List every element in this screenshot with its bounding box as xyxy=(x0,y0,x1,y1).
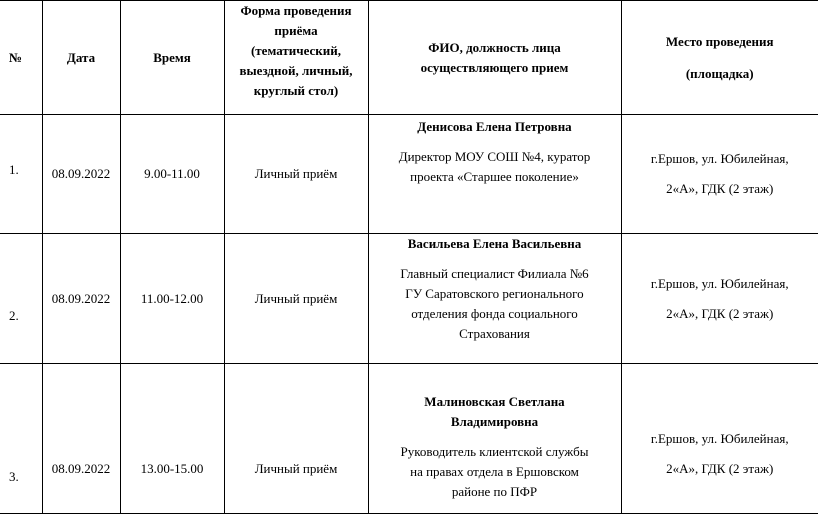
header-num: № xyxy=(0,1,42,115)
header-fio xyxy=(368,1,621,115)
row-num: 3. xyxy=(0,364,42,514)
header-form-line: выездной, личный, xyxy=(225,61,368,81)
official-position-line: на правах отдела в Ершовском xyxy=(369,462,621,482)
row-time: 13.00-15.00 xyxy=(120,364,224,514)
row-form: Личный приём xyxy=(224,234,368,364)
table-row xyxy=(0,115,818,234)
place-line: 2«А», ГДК (2 этаж) xyxy=(622,459,818,479)
row-place xyxy=(621,364,818,514)
table-row xyxy=(0,364,818,514)
table-header-row xyxy=(0,1,818,115)
row-num: 1. xyxy=(0,115,42,234)
header-fio-line: осуществляющего прием xyxy=(369,58,621,78)
row-fio xyxy=(368,364,621,514)
official-name: Денисова Елена Петровна xyxy=(369,117,621,137)
row-date: 08.09.2022 xyxy=(42,364,120,514)
header-time: Время xyxy=(120,1,224,115)
place-line: г.Ершов, ул. Юбилейная, xyxy=(622,274,818,294)
header-place-line: Место проведения xyxy=(622,26,818,58)
row-time: 9.00-11.00 xyxy=(120,115,224,234)
table-row xyxy=(0,234,818,364)
official-name: Малиновская Светлана xyxy=(369,392,621,412)
header-form-line: круглый стол) xyxy=(225,81,368,101)
header-place xyxy=(621,1,818,115)
official-position-line: районе по ПФР xyxy=(369,482,621,502)
header-form-line: приёма xyxy=(225,21,368,41)
official-position-line: Руководитель клиентской службы xyxy=(369,442,621,462)
header-form-line: Форма проведения xyxy=(225,1,368,21)
place-line: 2«А», ГДК (2 этаж) xyxy=(622,304,818,324)
place-line: г.Ершов, ул. Юбилейная, xyxy=(622,429,818,449)
official-position-line: проекта «Старшее поколение» xyxy=(369,167,621,187)
official-position-line: ГУ Саратовского регионального xyxy=(369,284,621,304)
row-date: 08.09.2022 xyxy=(42,115,120,234)
official-position-line: Страхования xyxy=(369,324,621,344)
row-time: 11.00-12.00 xyxy=(120,234,224,364)
header-form-line: (тематический, xyxy=(225,41,368,61)
row-num: 2. xyxy=(0,234,42,364)
official-name: Васильева Елена Васильевна xyxy=(369,234,621,254)
row-place xyxy=(621,115,818,234)
row-fio xyxy=(368,115,621,234)
header-place-line: (площадка) xyxy=(622,58,818,90)
header-fio-line: ФИО, должность лица xyxy=(369,38,621,58)
header-date: Дата xyxy=(42,1,120,115)
official-position-line: Директор МОУ СОШ №4, куратор xyxy=(369,147,621,167)
row-fio xyxy=(368,234,621,364)
official-name: Владимировна xyxy=(369,412,621,432)
header-form xyxy=(224,1,368,115)
official-position-line: отделения фонда социального xyxy=(369,304,621,324)
official-position-line: Главный специалист Филиала №6 xyxy=(369,264,621,284)
row-form: Личный приём xyxy=(224,115,368,234)
place-line: 2«А», ГДК (2 этаж) xyxy=(622,179,818,199)
row-form: Личный приём xyxy=(224,364,368,514)
row-date: 08.09.2022 xyxy=(42,234,120,364)
row-place xyxy=(621,234,818,364)
place-line: г.Ершов, ул. Юбилейная, xyxy=(622,149,818,169)
